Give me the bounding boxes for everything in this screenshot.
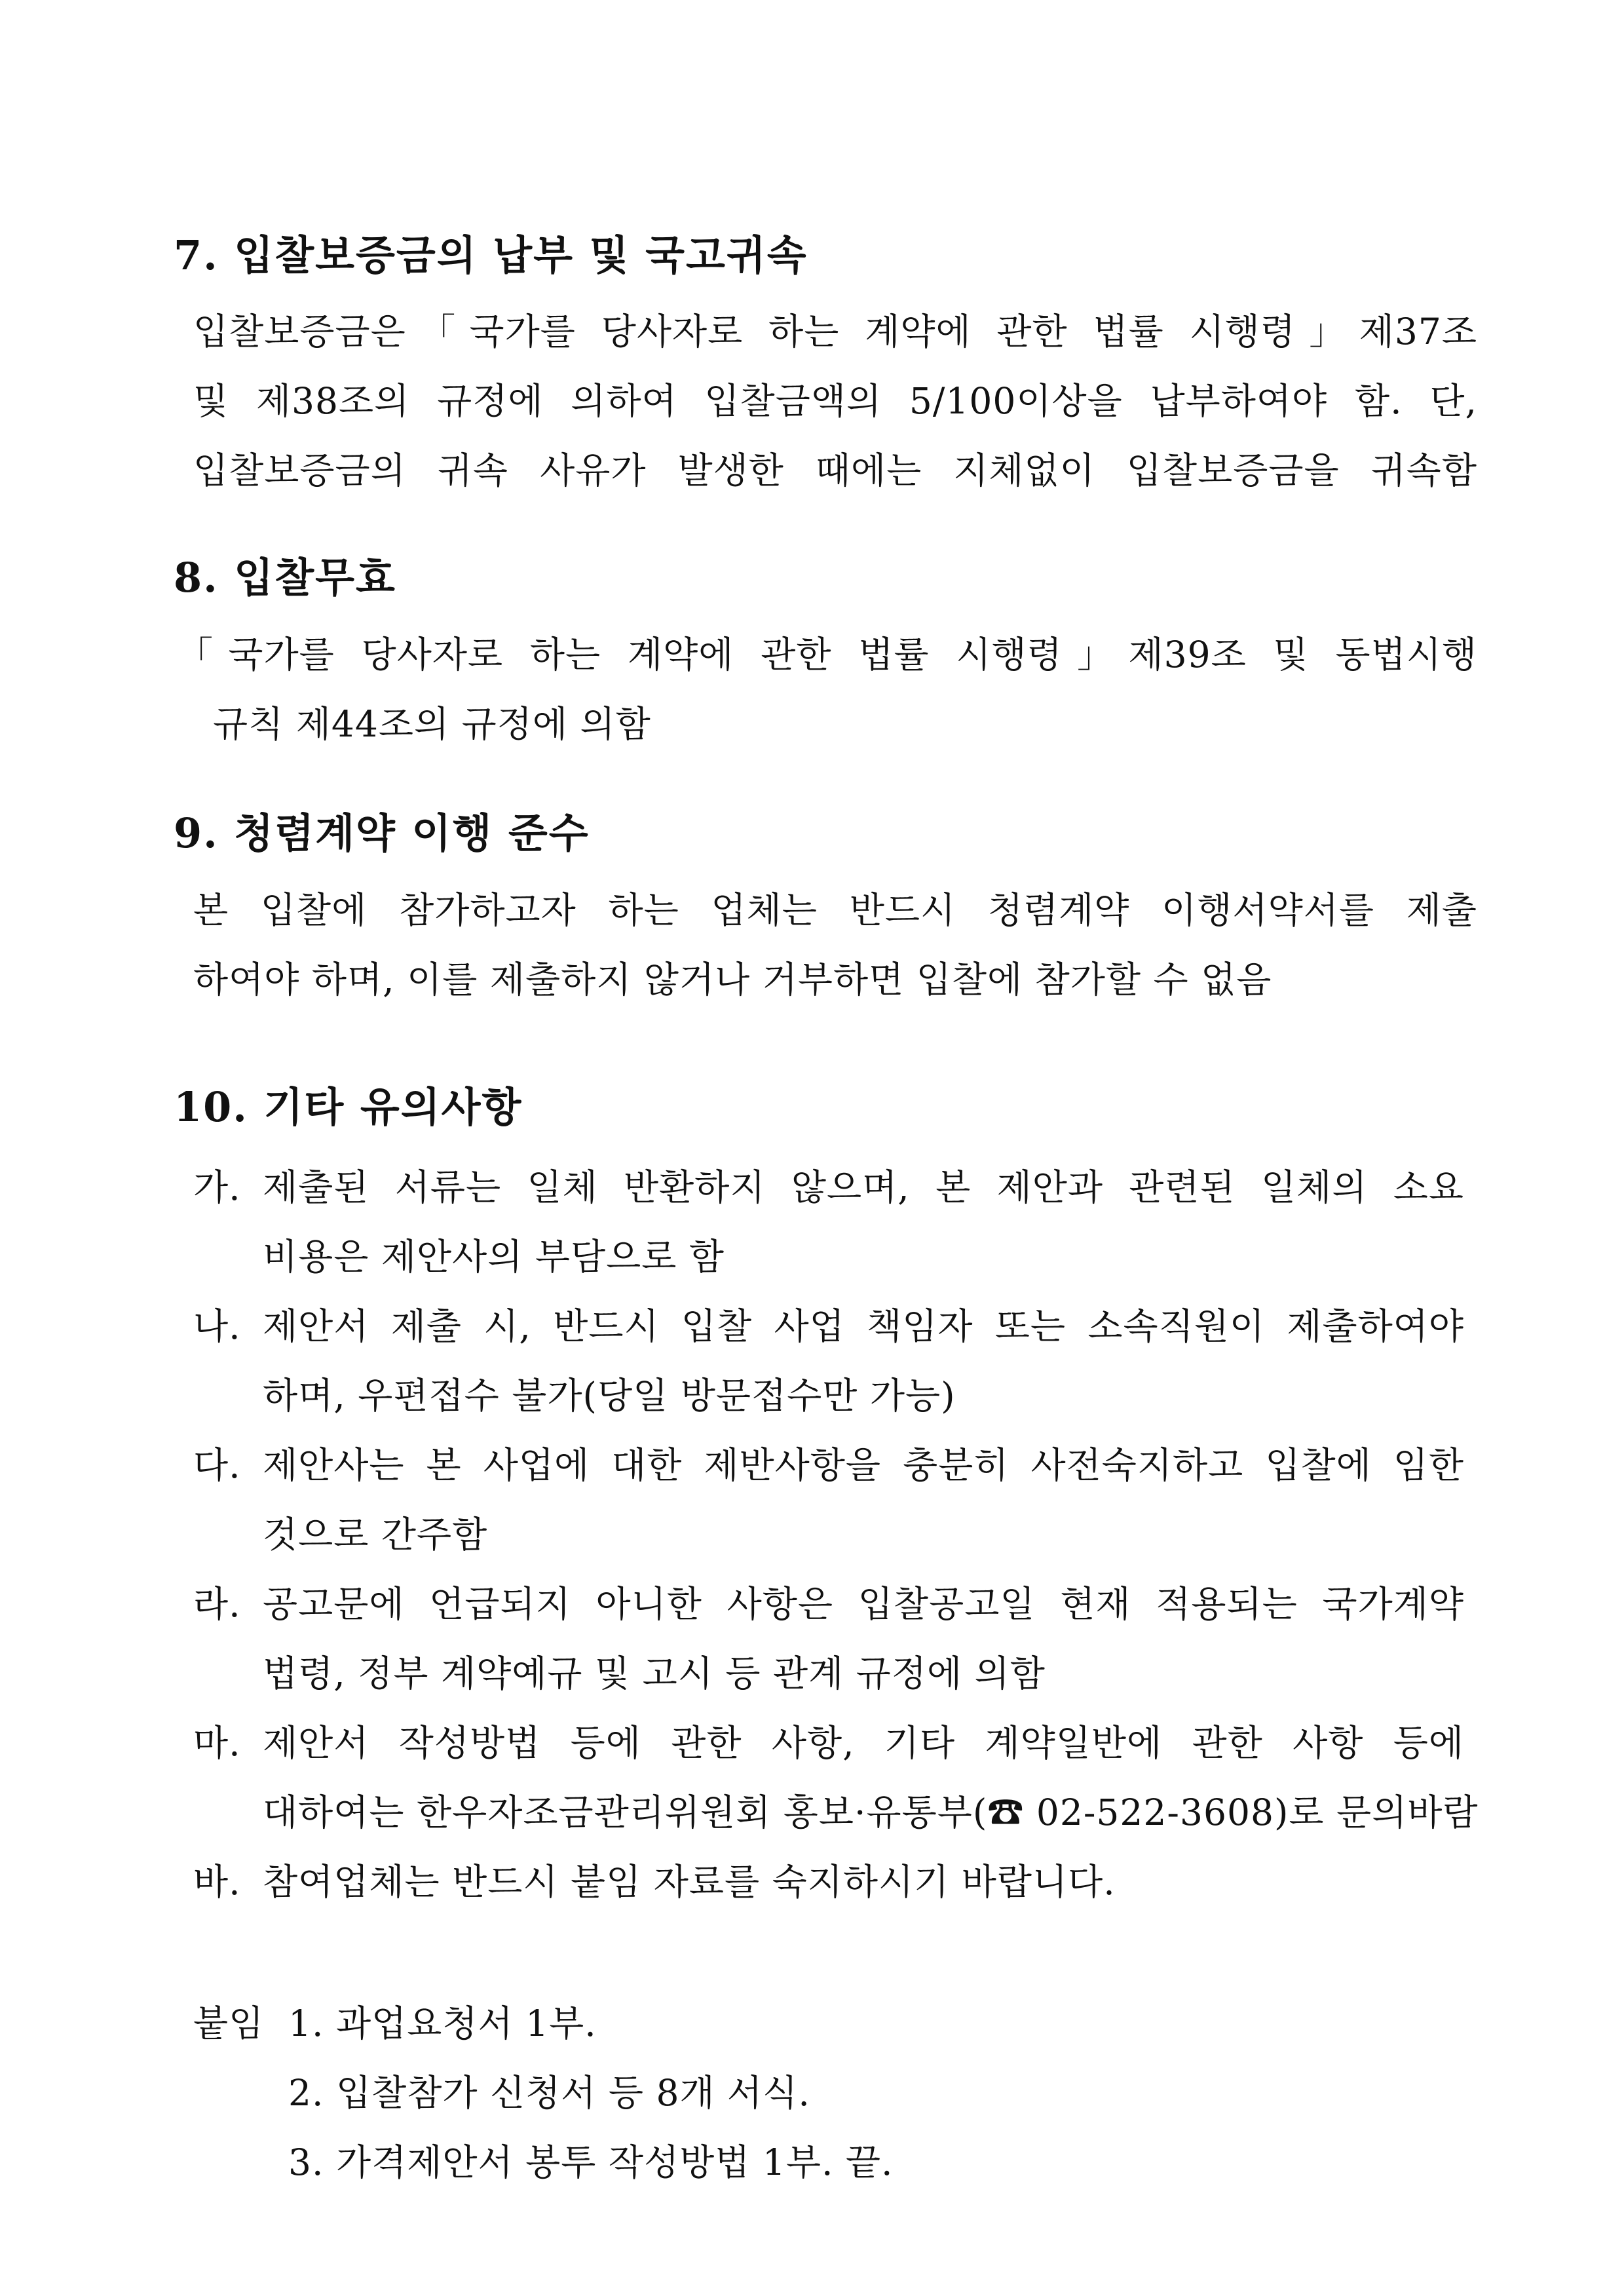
item-text-line-1: 공고문에 언급되지 아니한 사항은 입찰공고일 현재 적용되는 국가계약 xyxy=(263,1583,1464,1625)
section-8-line-2: 규칙 제44조의 규정에 의함 xyxy=(213,703,651,745)
section-7-line-3: 입찰보증금의 귀속 사유가 발생한 때에는 지체없이 입찰보증금을 귀속함 xyxy=(193,450,1477,491)
item-marker: 바. xyxy=(193,1861,241,1903)
section-8-line-1: 「국가를 당사자로 하는 계약에 관한 법률 시행령」제39조 및 동법시행 xyxy=(177,634,1477,676)
item-text-line-1: 제안서 제출 시, 반드시 입찰 사업 책임자 또는 소속직원이 제출하여야 xyxy=(263,1305,1464,1347)
item-text-line-2: 비용은 제안사의 부담으로 함 xyxy=(263,1236,725,1278)
item-marker: 마. xyxy=(193,1722,241,1764)
item-text-line-2: 대하여는 한우자조금관리위원회 홍보·유통부(☎ 02-522-3608)로 문의바람 xyxy=(263,1791,1479,1833)
item-text-line-1: 제출된 서류는 일체 반환하지 않으며, 본 제안과 관련된 일체의 소요 xyxy=(263,1166,1464,1208)
item-text-line-1: 제안서 작성방법 등에 관한 사항, 기타 계약일반에 관한 사항 등에 xyxy=(263,1722,1464,1764)
item-text-line-2: 법령, 정부 계약예규 및 고시 등 관계 규정에 의함 xyxy=(263,1653,1046,1694)
section-7-heading: 7. 입찰보증금의 납부 및 국고귀속 xyxy=(174,231,808,279)
item-marker: 나. xyxy=(193,1305,241,1347)
item-text-line-2: 것으로 간주함 xyxy=(263,1514,488,1556)
section-9-line-2: 하여야 하며, 이를 제출하지 않거나 거부하면 입찰에 참가할 수 없음 xyxy=(193,959,1272,1001)
section-7-line-1: 입찰보증금은「국가를 당사자로 하는 계약에 관한 법률 시행령」제37조 xyxy=(193,311,1477,353)
item-marker: 가. xyxy=(193,1166,241,1208)
section-10-heading: 10. 기타 유의사항 xyxy=(174,1083,523,1131)
attachment-item-3: 3. 가격제안서 봉투 작성방법 1부. 끝. xyxy=(288,2141,894,2183)
section-9-line-1: 본 입찰에 참가하고자 하는 업체는 반드시 청렴계약 이행서약서를 제출 xyxy=(193,889,1477,931)
section-7-line-2: 및 제38조의 규정에 의하여 입찰금액의 5/100이상을 납부하여야 함. 단, xyxy=(193,380,1477,422)
attachments-label: 붙임 xyxy=(193,2002,265,2044)
item-text-line-2: 하며, 우편접수 불가(당일 방문접수만 가능) xyxy=(263,1375,956,1417)
item-marker: 다. xyxy=(193,1444,241,1486)
item-text-line-1: 참여업체는 반드시 붙임 자료를 숙지하시기 바랍니다. xyxy=(263,1861,1116,1903)
section-8-heading: 8. 입찰무효 xyxy=(174,554,396,602)
item-text-line-1: 제안사는 본 사업에 대한 제반사항을 충분히 사전숙지하고 입찰에 임한 xyxy=(263,1444,1464,1486)
attachment-item-2: 2. 입찰참가 신청서 등 8개 서식. xyxy=(288,2072,810,2114)
item-marker: 라. xyxy=(193,1583,241,1625)
section-9-heading: 9. 청렴계약 이행 준수 xyxy=(174,809,590,857)
attachment-item-1: 1. 과업요청서 1부. xyxy=(288,2002,597,2044)
